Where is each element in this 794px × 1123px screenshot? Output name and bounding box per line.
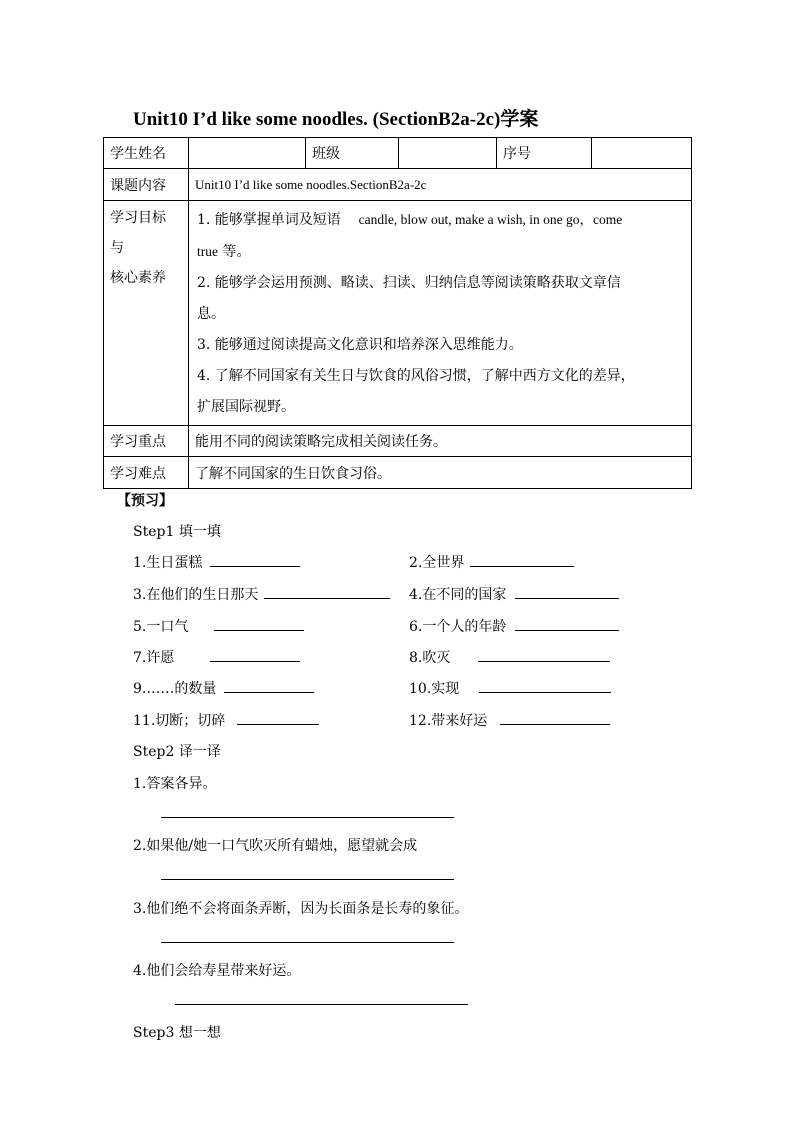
translation-3: 3.他们绝不会将面条弄断，因为长面条是长寿的象征。 <box>133 901 469 917</box>
vocab-blank-7[interactable] <box>210 647 300 662</box>
preview-heading: 【预习】 <box>117 493 173 509</box>
objectives-label <box>104 201 189 426</box>
vocab-item-11-label: 11.切断；切碎 <box>133 713 226 729</box>
objective-3-line-1: 3. 能够通过阅读提高文化意识和培养深入思维能力。 <box>197 337 523 353</box>
vocab-item-2 <box>409 552 574 572</box>
focus-value: 能用不同的阅读策略完成相关阅读任务。 <box>189 426 692 457</box>
vocab-item-4 <box>409 584 619 604</box>
topic-value: Unit10 I’d like some noodles.SectionB2a-2c <box>189 169 692 201</box>
vocab-item-3-label: 3.在他们的生日那天 <box>133 587 259 603</box>
document-title: Unit10 I’d like some noodles. (SectionB2a-2c)学案 <box>133 109 539 130</box>
objective-4-line-1: 4. 了解不同国家有关生日与饮食的风俗习惯，了解中西方文化的差异， <box>197 368 635 384</box>
vocab-item-10 <box>409 678 611 698</box>
objectives-label-line-2: 与 <box>110 240 124 256</box>
objective-1-line-1 <box>197 204 683 236</box>
vocab-item-1-label: 1.生日蛋糕 <box>133 555 203 571</box>
objective-1-vocab-cont: true <box>197 244 218 259</box>
class-field[interactable] <box>399 138 497 169</box>
class-label: 班级 <box>306 138 399 169</box>
vocab-item-3 <box>133 584 390 604</box>
vocab-blank-5[interactable] <box>214 616 304 631</box>
vocab-item-6 <box>409 616 619 636</box>
vocab-blank-3[interactable] <box>264 584 390 599</box>
vocab-item-11 <box>133 710 319 730</box>
vocab-item-9 <box>133 678 314 698</box>
vocab-blank-9[interactable] <box>224 678 314 693</box>
objectives-row <box>104 201 692 426</box>
step2-heading: Step2 译一译 <box>133 744 221 760</box>
vocab-item-4-label: 4.在不同的国家 <box>409 587 507 603</box>
translation-answer-line-3[interactable] <box>161 942 454 943</box>
vocab-item-7-label: 7.许愿 <box>133 650 175 666</box>
translation-answer-line-4[interactable] <box>175 1004 468 1005</box>
difficulty-value: 了解不同国家的生日饮食习俗。 <box>189 457 692 489</box>
objective-2-line-1: 2. 能够学会运用预测、略读、扫读、归纳信息等阅读策略获取文章信 <box>197 275 621 291</box>
vocab-blank-4[interactable] <box>515 584 619 599</box>
objective-1-text: 1. 能够掌握单词及短语 <box>197 212 341 228</box>
translation-2: 2.如果他/她一口气吹灭所有蜡烛，愿望就会成 <box>133 838 418 854</box>
student-info-row <box>104 138 692 169</box>
objectives-list <box>189 201 692 426</box>
vocab-item-10-label: 10.实现 <box>409 681 460 697</box>
translation-answer-line-2[interactable] <box>161 879 454 880</box>
objective-1-vocab: candle, blow out, make a wish, in one go，come <box>358 212 623 227</box>
translation-answer-line-1[interactable] <box>161 817 454 818</box>
objective-4-line-2: 扩展国际视野。 <box>197 399 295 415</box>
vocab-blank-11[interactable] <box>237 710 319 725</box>
objectives-label-line-1: 学习目标 <box>110 210 166 226</box>
vocab-item-6-label: 6.一个人的年龄 <box>409 619 507 635</box>
topic-label: 课题内容 <box>104 169 189 201</box>
number-label: 序号 <box>497 138 592 169</box>
vocab-item-12-label: 12.带来好运 <box>409 713 488 729</box>
translation-4: 4.他们会给寿星带来好运。 <box>133 963 301 979</box>
number-field[interactable] <box>592 138 692 169</box>
vocab-item-1 <box>133 552 300 572</box>
step1-heading: Step1 填一填 <box>133 524 221 540</box>
vocab-item-5-label: 5.一口气 <box>133 619 189 635</box>
vocab-item-12 <box>409 710 610 730</box>
vocab-item-5 <box>133 616 304 636</box>
vocab-item-8-label: 8.吹灭 <box>409 650 451 666</box>
vocab-blank-10[interactable] <box>479 678 611 693</box>
info-table <box>103 137 692 489</box>
step3-heading: Step3 想一想 <box>133 1025 221 1041</box>
objective-1-line-2 <box>197 236 683 268</box>
name-field[interactable] <box>189 138 306 169</box>
name-label: 学生姓名 <box>104 138 189 169</box>
topic-row <box>104 169 692 201</box>
focus-row <box>104 426 692 457</box>
vocab-blank-12[interactable] <box>500 710 610 725</box>
vocab-blank-6[interactable] <box>515 616 619 631</box>
vocab-item-2-label: 2.全世界 <box>409 555 465 571</box>
vocab-blank-8[interactable] <box>478 647 610 662</box>
translation-1: 1.答案各异。 <box>133 776 217 792</box>
objective-2-line-2: 息。 <box>197 306 225 322</box>
vocab-blank-2[interactable] <box>470 552 574 567</box>
vocab-item-7 <box>133 647 300 667</box>
vocab-blank-1[interactable] <box>210 552 300 567</box>
difficulty-row <box>104 457 692 489</box>
vocab-item-8 <box>409 647 610 667</box>
objective-1-end: 等。 <box>218 244 251 260</box>
difficulty-label: 学习难点 <box>104 457 189 489</box>
vocab-item-9-label: 9.……的数量 <box>133 681 217 697</box>
objectives-label-line-3: 核心素养 <box>110 270 166 286</box>
focus-label: 学习重点 <box>104 426 189 457</box>
